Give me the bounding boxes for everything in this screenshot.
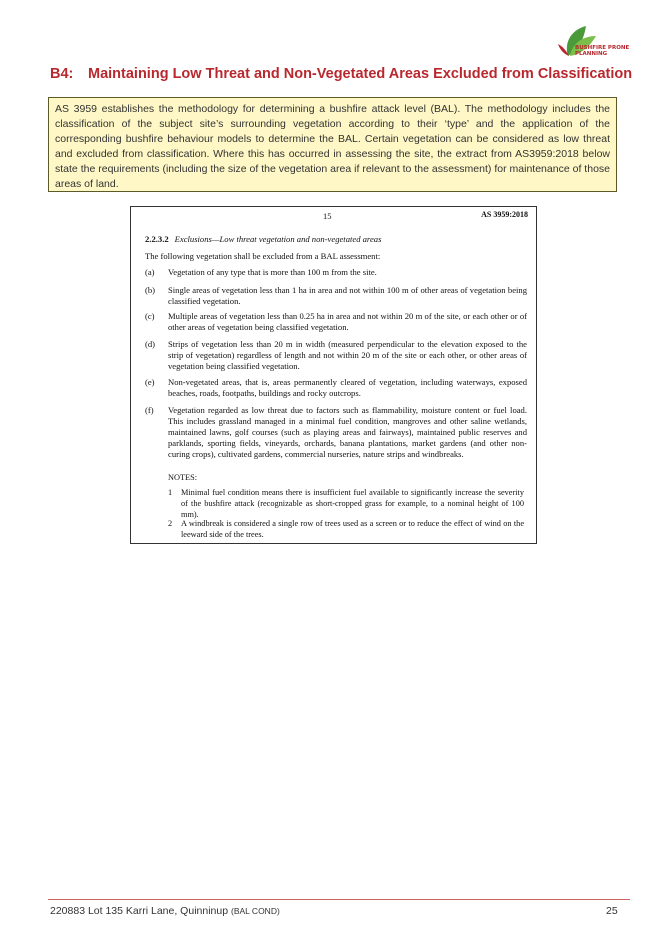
item-text: Vegetation of any type that is more than 100 m from the site. [168,267,377,277]
note-text: Minimal fuel condition means there is insufficient fuel available to significantly increase the severity of the bushfire attack (recognizable as short-cropped grass for example, to a nominal height of 100 mm). [181,488,524,519]
section-number: B4: [50,66,74,82]
item-text: Multiple areas of vegetation less than 0.25 ha in area and not within 20 m of the site, or each other or of other areas of vegetation being classified vegetation. [168,311,527,332]
footer-address: 220883 Lot 135 Karri Lane, Quinninup [50,905,229,917]
item-label: (e) [145,377,155,387]
footer-document-ref [50,905,280,917]
extract-page-number: 15 [323,211,332,221]
item-text: Non-vegetated areas, that is, areas permanently cleared of vegetation, including waterways, exposed beaches, roads, footpaths, buildings and rocky outcrops. [168,377,527,398]
notes-label: NOTES: [168,473,198,482]
exclusion-item-a [145,267,527,278]
logo-line-2: PLANNING [575,51,608,57]
note-text: A windbreak is considered a single row of trees used as a screen or to reduce the effect of wind on the leeward side of the trees. [181,519,524,539]
logo-line-1: BUSHFIRE PRONE [575,45,630,51]
logo-text [575,45,629,57]
item-label: (f) [145,405,154,415]
standard-extract [130,206,537,544]
exclusion-item-d [145,339,527,372]
item-label: (a) [145,267,155,277]
exclusion-item-e [145,377,527,399]
exclusion-item-f [145,405,527,460]
section-title: Maintaining Low Threat and Non-Vegetated Areas Excluded from Classification [88,66,633,82]
footer-divider [48,899,630,900]
note-1 [168,487,524,520]
section-heading [50,66,633,82]
footer-page-number: 25 [606,905,618,917]
note-label: 2 [168,519,173,528]
extract-section-title: Exclusions—Low threat vegetation and non-vegetated areas [174,234,382,244]
intro-text: AS 3959 establishes the methodology for determining a bushfire attack level (BAL). The methodology includes the classification of the subject site’s surrounding vegetation according to their ‘type’ and the application of the corresponding bushfire behaviour models to determine the BAL. Certain vegetation can be considered as low threat and excluded from classification. Where this has occurred in assessing the site, the extract from AS3959:2018 below state the requirements (including the size of the vegetation area if relevant to the assessment) for maintenance of those areas of land. [55,103,610,190]
exclusion-item-b [145,285,527,307]
item-text: Single areas of vegetation less than 1 ha in area and not within 100 m of other areas of vegetation being classified vegetation. [168,285,527,306]
bushfire-leaf-logo-icon [556,22,626,64]
item-label: (d) [145,339,156,349]
extract-lead: The following vegetation shall be excluded from a BAL assessment: [145,251,381,261]
note-label: 1 [168,488,173,497]
item-text: Vegetation regarded as low threat due to factors such as flammability, moisture content or fuel load. This includes grassland managed in a minimal fuel condition, mangroves and other saline wetlands, maintained lawns, golf courses (such as playing areas and fairways), maintained public reserves and parklands, sporting fields, vineyards, orchards, banana plantations, market gardens (and other non-curing crops), cultivated gardens, commercial nurseries, nature strips and windbreaks. [168,405,527,459]
item-text: Strips of vegetation less than 20 m in width (measured perpendicular to the elevation exposed to the strip of vegetation) regardless of length and not within 20 m of the site or each other, or other areas of vegetation being classified vegetation. [168,339,527,371]
item-label: (b) [145,285,156,295]
note-2 [168,518,524,540]
extract-standard-label: AS 3959:2018 [481,210,528,219]
exclusion-item-c [145,311,527,333]
item-label: (c) [145,311,155,321]
intro-box [48,97,617,192]
footer-report-type: (BAL COND) [230,906,280,916]
extract-section-heading [145,234,381,244]
extract-section-number: 2.2.3.2 [145,234,169,244]
